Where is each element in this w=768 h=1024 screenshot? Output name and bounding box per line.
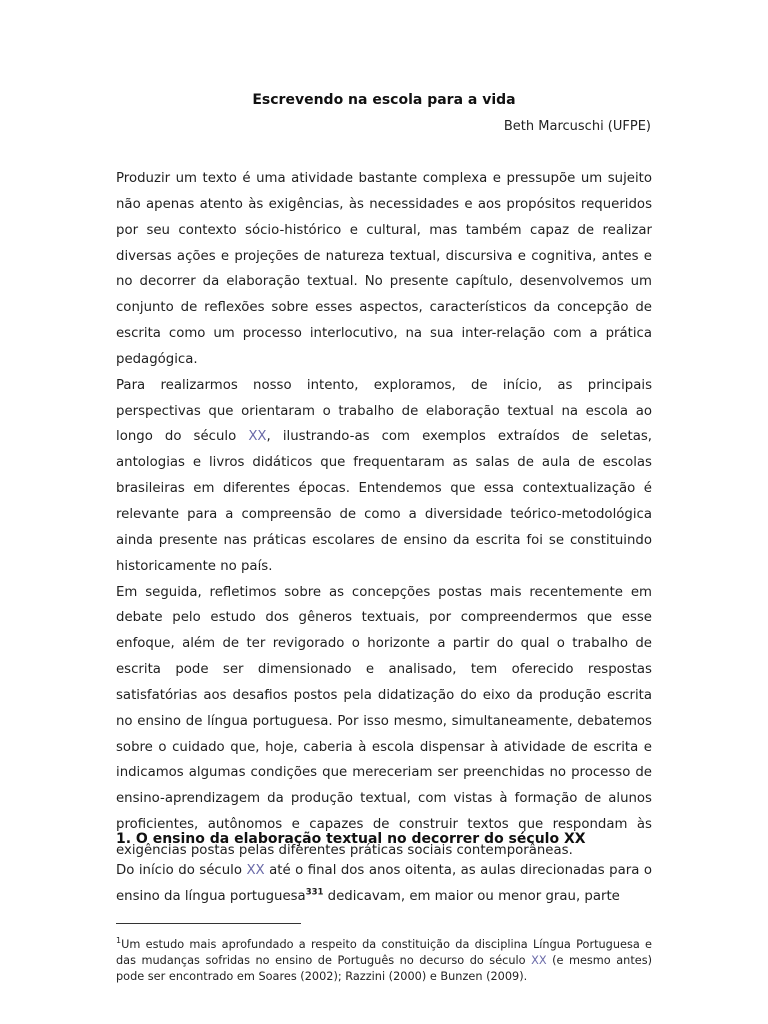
footnote-text-end: (e mesmo antes) pode ser encontrado em Soares (2002); Razzini (2000) e Bunzen (2009). <box>116 954 652 983</box>
intro-body <box>116 166 652 864</box>
section-heading: 1. O ensino da elaboração textual no decorrer do século XX <box>116 831 586 847</box>
paragraph-1: Produzir um texto é uma atividade bastante complexa e pressupõe um sujeito não apenas atento às exigências, às necessidades e aos propósitos requeridos por seu contexto sócio-histórico e cultural, mas também capaz de realizar diversas ações e projeções de natureza textual, discursiva e cognitiva, antes e no decorrer da elaboração textual. No presente capítulo, desenvolvemos um conjunto de reflexões sobre esses aspectos, característicos da concepção de escrita como um processo interlocutivo, na sua inter-relação com a prática pedagógica. <box>116 171 652 367</box>
paragraph-2-end: , ilustrando-as com exemplos extraídos de seletas, antologias e livros didáticos que frequentaram as salas de aula de escolas brasileiras em diferentes épocas. Entendemos que essa contextualização é relevante para a compreensão de como a diversidade teórico-metodológica ainda presente nas práticas escolares de ensino da escrita foi se constituindo historicamente no país. <box>116 429 652 574</box>
document-title: Escrevendo na escola para a vida <box>252 92 516 108</box>
paragraph-2 <box>116 373 652 580</box>
roman-numeral-century: XX <box>246 863 265 878</box>
roman-numeral-century: XX <box>248 429 267 445</box>
paragraph-2-start: Para realizarmos nosso intento, exploramos, de início, as principais perspectivas que orientaram o trabalho de elaboração textual na escola ao longo do século <box>116 377 652 445</box>
section-text-middle: até o final dos anos oitenta, as aulas direcionadas para o ensino da língua portuguesa <box>116 863 652 904</box>
footnote-text-start: Um estudo mais aprofundado a respeito da constituição da disciplina Língua Portuguesa e das mudanças sofridas no ensino de Português no decurso do século <box>116 938 652 967</box>
section-text-start: Do início do século <box>116 863 247 878</box>
author-line: Beth Marcuschi (UFPE) <box>503 119 651 134</box>
footnote-reference[interactable]: 331 <box>305 887 324 898</box>
roman-numeral-century: XX <box>531 954 547 967</box>
section-text-end: dedicavam, em maior ou menor grau, parte <box>323 889 620 904</box>
footnote-divider <box>116 923 301 924</box>
footnote <box>116 937 652 985</box>
paragraph-3: Em seguida, refletimos sobre as concepções postas mais recentemente em debate pelo estudo dos gêneros textuais, por compreendermos que esse enfoque, além de ter revigorado o horizonte a partir do qual o trabalho de escrita pode ser dimensionado e analisado, tem oferecido respostas satisfatórias aos desafios postos pela didatização do eixo da produção escrita no ensino de língua portuguesa. Por isso mesmo, simultaneamente, debatemos sobre o cuidado que, hoje, caberia à escola dispensar à atividade de escrita e indicamos algumas condições que mereceriam ser preenchidas no processo de ensino-aprendizagem da produção textual, com vistas à formação de alunos proficientes, autônomos e capazes de construir textos que respondam às exigências postas pelas diferentes práticas sociais contemporâneas. <box>116 584 652 858</box>
section-paragraph <box>116 858 652 910</box>
footnote-marker: 1 <box>116 936 122 946</box>
section-body <box>116 858 652 910</box>
footnote-text <box>116 937 652 985</box>
